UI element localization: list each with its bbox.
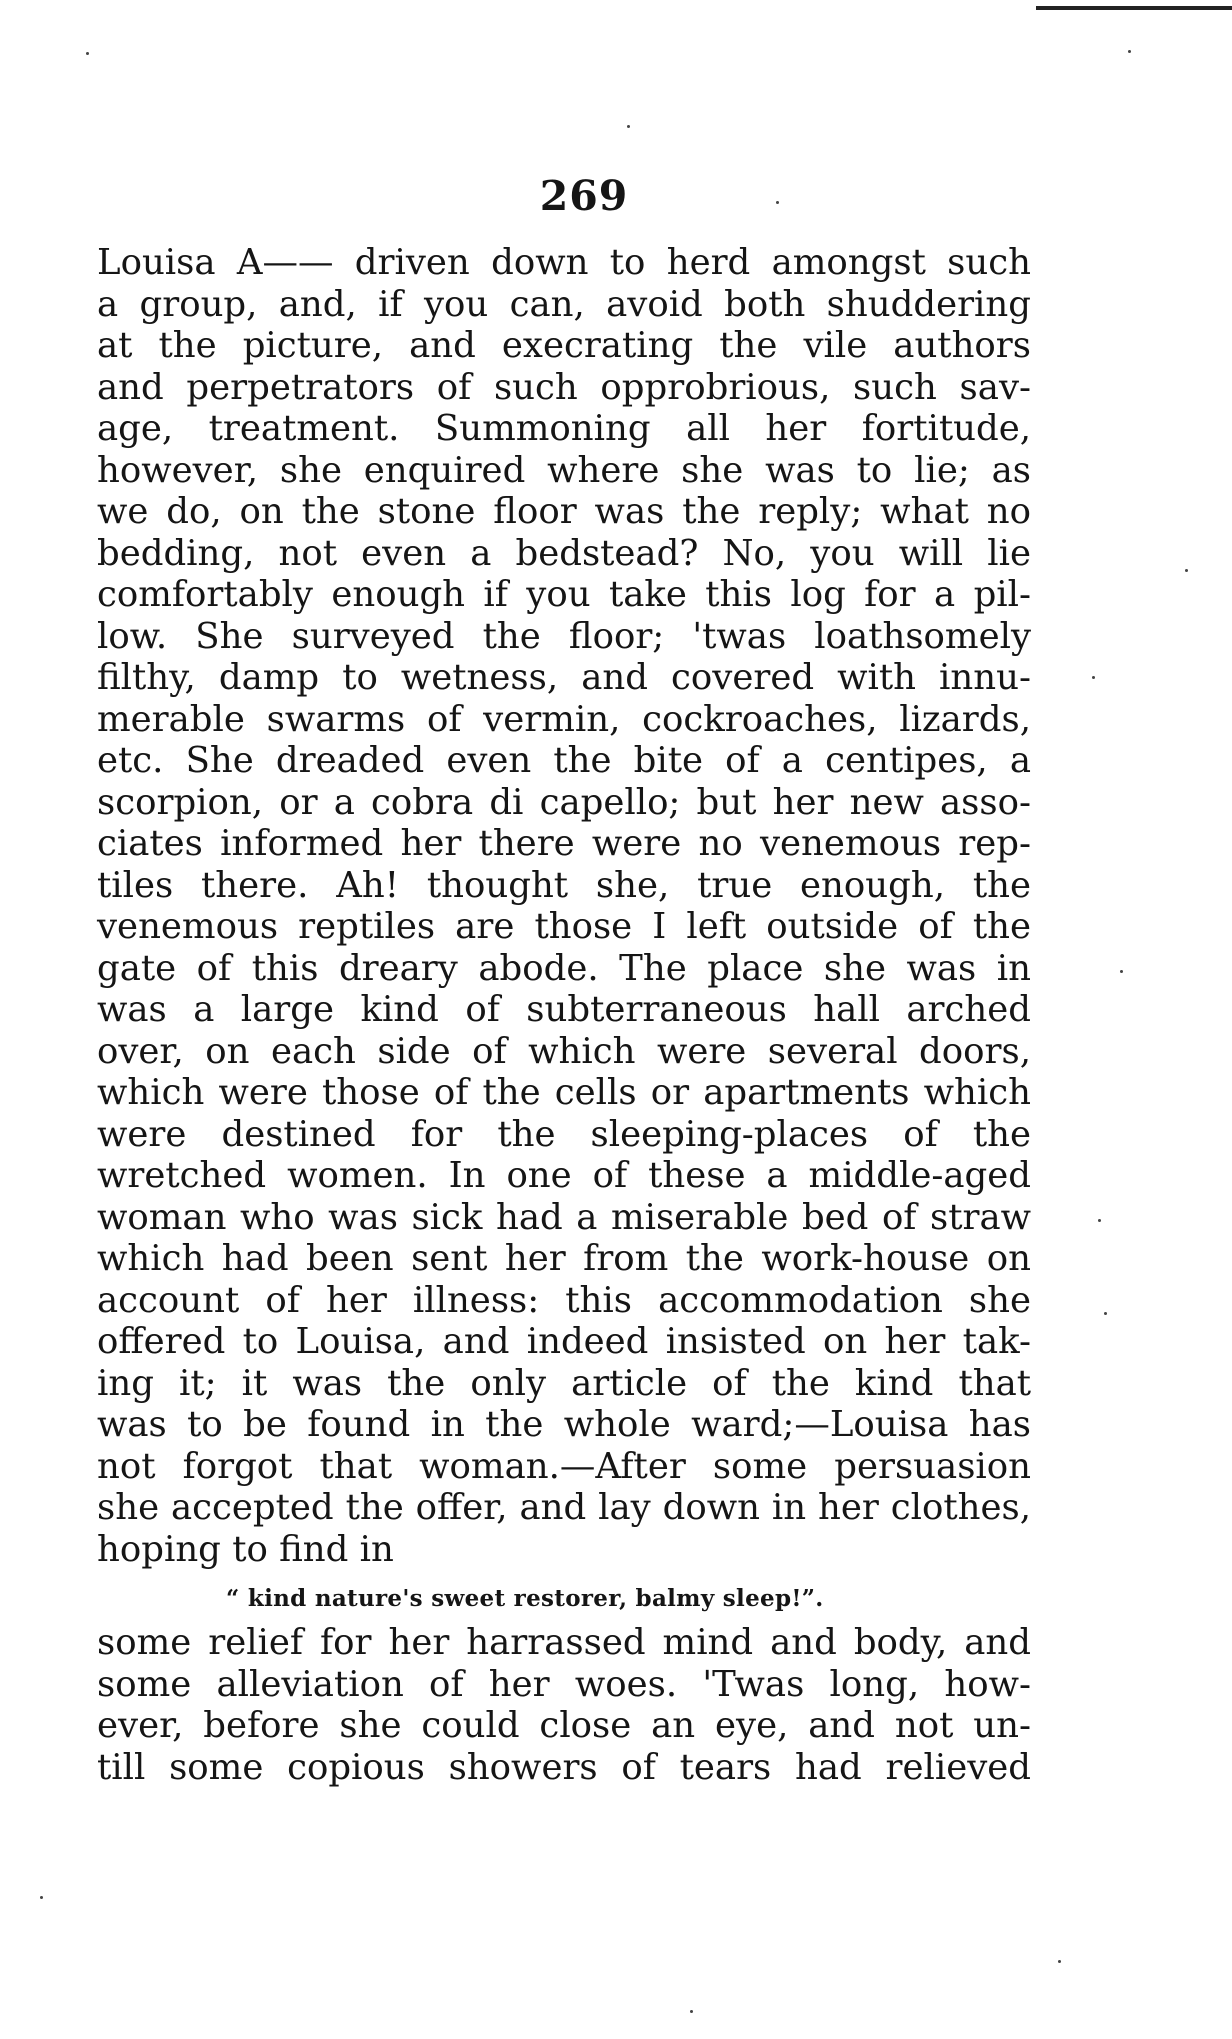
text-line: filthy, damp to wetness, and covered with innu- — [97, 657, 1031, 698]
text-line: etc. She dreaded even the bite of a centipes, a — [97, 740, 1031, 781]
text-line: and perpetrators of such opprobrious, such sav- — [97, 366, 1031, 408]
text-line: scorpion, or a cobra di capello; but her new asso- — [97, 781, 1031, 823]
scan-speck — [1128, 50, 1131, 53]
scan-speck — [1092, 676, 1095, 679]
text-line: bedding, not even a bedstead? No, you will lie — [97, 532, 1031, 574]
text-line: comfortably enough if you take this log for a pil- — [97, 574, 1031, 615]
text-line: over, on each side of which were several doors, — [97, 1030, 1031, 1072]
text-line: we do, on the stone floor was the reply; what no — [97, 491, 1031, 532]
text-line: she accepted the offer, and lay down in her clothes, — [97, 1487, 1031, 1528]
text-line: at the picture, and execrating the vile authors — [97, 325, 1031, 366]
text-line: merable swarms of vermin, cockroaches, lizards, — [97, 698, 1031, 740]
text-line: account of her illness: this accommodation she — [97, 1279, 1031, 1321]
text-line: age, treatment. Summoning all her fortitude, — [97, 408, 1031, 449]
scan-speck — [1058, 1960, 1061, 1963]
text-line: which were those of the cells or apartments which — [97, 1072, 1031, 1113]
text-line: hoping to find in — [97, 1528, 394, 1570]
scan-speck — [40, 1896, 43, 1899]
text-line: some relief for her harrassed mind and body, and — [97, 1622, 1031, 1663]
paragraph-1 — [97, 242, 1031, 1570]
scan-speck — [627, 125, 630, 128]
text-line: not forgot that woman.—After some persuasion — [97, 1445, 1031, 1487]
text-line: were destined for the sleeping-places of the — [97, 1113, 1031, 1155]
text-line: till some copious showers of tears had relieved — [97, 1746, 1031, 1788]
text-line: which had been sent her from the work-house on — [97, 1238, 1031, 1279]
top-rule — [1036, 6, 1232, 10]
scan-speck — [1104, 1312, 1107, 1315]
text-line: was to be found in the whole ward;—Louisa has — [97, 1404, 1031, 1445]
text-line: wretched women. In one of these a middle-aged — [97, 1155, 1031, 1196]
text-line: Louisa A—— driven down to herd amongst such — [97, 242, 1031, 283]
text-line: some alleviation of her woes. 'Twas long, how- — [97, 1663, 1031, 1705]
scan-speck — [1098, 1219, 1101, 1222]
scan-speck — [86, 52, 89, 55]
text-line: ing it; it was the only article of the kind that — [97, 1362, 1031, 1404]
text-line: ciates informed her there were no venemous rep- — [97, 823, 1031, 864]
scan-speck — [776, 201, 779, 204]
text-line: offered to Louisa, and indeed insisted on her tak- — [97, 1321, 1031, 1362]
text-line: a group, and, if you can, avoid both shuddering — [97, 283, 1031, 325]
text-line: woman who was sick had a miserable bed of straw — [97, 1196, 1031, 1238]
text-line: venemous reptiles are those I left outside of the — [97, 906, 1031, 947]
text-line: however, she enquired where she was to lie; as — [97, 449, 1031, 491]
scan-speck — [690, 2010, 693, 2013]
page-number: 269 — [539, 172, 629, 220]
text-line: tiles there. Ah! thought she, true enough, the — [97, 864, 1031, 906]
text-line: was a large kind of subterraneous hall arched — [97, 989, 1031, 1030]
text-line: gate of this dreary abode. The place she was in — [97, 947, 1031, 989]
text-line: ever, before she could close an eye, and not un- — [97, 1705, 1031, 1746]
scan-speck — [1185, 569, 1188, 572]
text-line: low. She surveyed the floor; 'twas loathsomely — [97, 615, 1031, 657]
scan-speck — [1120, 970, 1123, 973]
quotation: “ kind nature's sweet restorer, balmy sleep!”. — [226, 1585, 824, 1612]
paragraph-2 — [97, 1622, 1031, 1788]
